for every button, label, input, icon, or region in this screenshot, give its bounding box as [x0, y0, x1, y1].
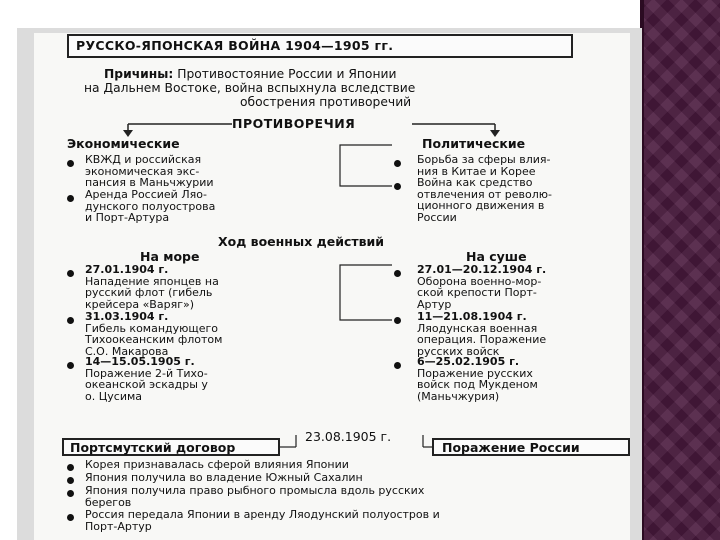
- land-event-3: [417, 356, 538, 402]
- treaty-term-1: Корея признавалась сферой влияния Японии: [85, 458, 349, 471]
- sea-event-1: [85, 264, 219, 310]
- contradictions-heading: ПРОТИВОРЕЧИЯ: [232, 116, 356, 131]
- sea-event-2: [85, 311, 222, 357]
- economic-item-2-line-3: и Порт-Артура: [85, 211, 170, 225]
- sea-event-1-line-1: Нападение японцев на: [85, 274, 219, 288]
- economic-heading: Экономические: [67, 136, 180, 151]
- political-item-2-line-2: отвлечения от револю-: [417, 187, 552, 201]
- land-event-1: [417, 264, 546, 310]
- treaty-term-3-line-1: Япония получила право рыбного промысла вдоль русских: [85, 484, 425, 497]
- sea-event-2-line-1: Гибель командующего: [85, 321, 219, 335]
- causes-line-3: обострения противоречий: [240, 95, 412, 109]
- sea-event-3: [85, 356, 208, 402]
- bullet-icon: [67, 490, 74, 497]
- sea-event-3-date: 14—15.05.1905 г.: [85, 355, 195, 368]
- sea-event-3-line-2: океанской эскадры у: [85, 378, 208, 392]
- bullet-icon: [67, 160, 74, 167]
- causes-line-2: на Дальнем Востоке, война вспыхнула вследствие: [84, 81, 416, 95]
- bullet-icon: [67, 195, 74, 202]
- economic-item-1-line-2: экономическая экс-: [85, 164, 200, 178]
- economic-item-2-line-2: дунского полуострова: [85, 199, 216, 213]
- political-bracket: [340, 145, 392, 186]
- bullet-icon: [394, 362, 401, 369]
- land-event-1-line-1: Оборона военно-мор-: [417, 274, 542, 288]
- land-event-3-date: 6—25.02.1905 г.: [417, 355, 519, 368]
- economic-item-2: [85, 189, 215, 224]
- bullet-icon: [394, 183, 401, 190]
- bullet-icon: [67, 477, 74, 484]
- treaty-label: Портсмутский договор: [70, 440, 236, 455]
- political-item-2-line-4: России: [417, 210, 457, 224]
- treaty-term-4-line-1: Россия передала Японии в аренду Ляодунский полуостров и: [85, 508, 440, 521]
- sea-event-3-line-1: Поражение 2-й Тихо-: [85, 366, 208, 380]
- sea-event-1-line-2: русский флот (гибель: [85, 286, 213, 300]
- bullet-icon: [394, 270, 401, 277]
- bullet-icon: [394, 317, 401, 324]
- land-event-2-line-3: русских войск: [417, 344, 500, 358]
- land-event-3-line-2: войск под Мукденом: [417, 378, 538, 392]
- political-item-1-line-2: ния в Китае и Корее: [417, 164, 536, 178]
- sea-event-2-line-3: С.О. Макарова: [85, 344, 169, 358]
- causes-text-1: Противостояние России и Японии: [177, 67, 397, 81]
- bullet-icon: [67, 362, 74, 369]
- land-event-1-date: 27.01—20.12.1904 г.: [417, 263, 547, 276]
- political-item-2: [417, 177, 552, 223]
- bullet-icon: [67, 270, 74, 277]
- treaty-term-4: [85, 509, 440, 532]
- sea-event-1-line-3: крейсера «Варяг»): [85, 297, 194, 311]
- land-event-2-line-2: операция. Поражение: [417, 333, 547, 347]
- land-bracket: [340, 265, 392, 320]
- land-event-2-line-1: Ляодунская военная: [417, 321, 538, 335]
- diagram-title: РУССКО-ЯПОНСКАЯ ВОЙНА 1904—1905 гг.: [76, 38, 394, 53]
- course-heading: Ход военных действий: [218, 234, 385, 249]
- bullet-icon: [67, 514, 74, 521]
- land-event-1-line-2: ской крепости Порт-: [417, 286, 537, 300]
- political-item-1: [417, 154, 550, 177]
- land-event-2-date: 11—21.08.1904 г.: [417, 310, 527, 323]
- political-item-2-line-3: ционного движения в: [417, 199, 545, 213]
- bullet-icon: [394, 160, 401, 167]
- bullet-icon: [67, 464, 74, 471]
- causes-label: Причины:: [104, 67, 174, 81]
- treaty-result: Поражение России: [442, 440, 580, 455]
- sea-heading: На море: [140, 249, 200, 264]
- treaty-date: 23.08.1905 г.: [305, 429, 392, 444]
- economic-item-1-line-3: пансия в Маньчжурии: [85, 176, 214, 190]
- sea-event-2-date: 31.03.1904 г.: [85, 310, 169, 323]
- treaty-term-4-line-2: Порт-Артур: [85, 519, 152, 533]
- land-event-2: [417, 311, 546, 357]
- sea-event-2-line-2: Тихоокеанским флотом: [85, 333, 223, 347]
- treaty-term-3-line-2: берегов: [85, 495, 132, 509]
- economic-item-1-line-1: КВЖД и российская: [85, 153, 202, 166]
- political-item-2-line-1: Война как средство: [417, 176, 533, 189]
- land-event-1-line-3: Артур: [417, 297, 452, 311]
- treaty-term-2: Япония получила во владение Южный Сахалин: [85, 471, 363, 484]
- bullet-icon: [67, 317, 74, 324]
- economic-item-2-line-1: Аренда Россией Ляо-: [85, 188, 207, 201]
- sea-event-1-date: 27.01.1904 г.: [85, 263, 169, 276]
- political-heading: Политические: [422, 136, 526, 151]
- sea-event-3-line-3: о. Цусима: [85, 389, 143, 403]
- treaty-term-3: [85, 485, 424, 508]
- political-item-1-line-1: Борьба за сферы влия-: [417, 153, 551, 166]
- land-heading: На суше: [466, 249, 527, 264]
- land-event-3-line-3: (Маньчжурия): [417, 389, 500, 403]
- economic-item-1: [85, 154, 214, 189]
- land-event-3-line-1: Поражение русских: [417, 366, 533, 380]
